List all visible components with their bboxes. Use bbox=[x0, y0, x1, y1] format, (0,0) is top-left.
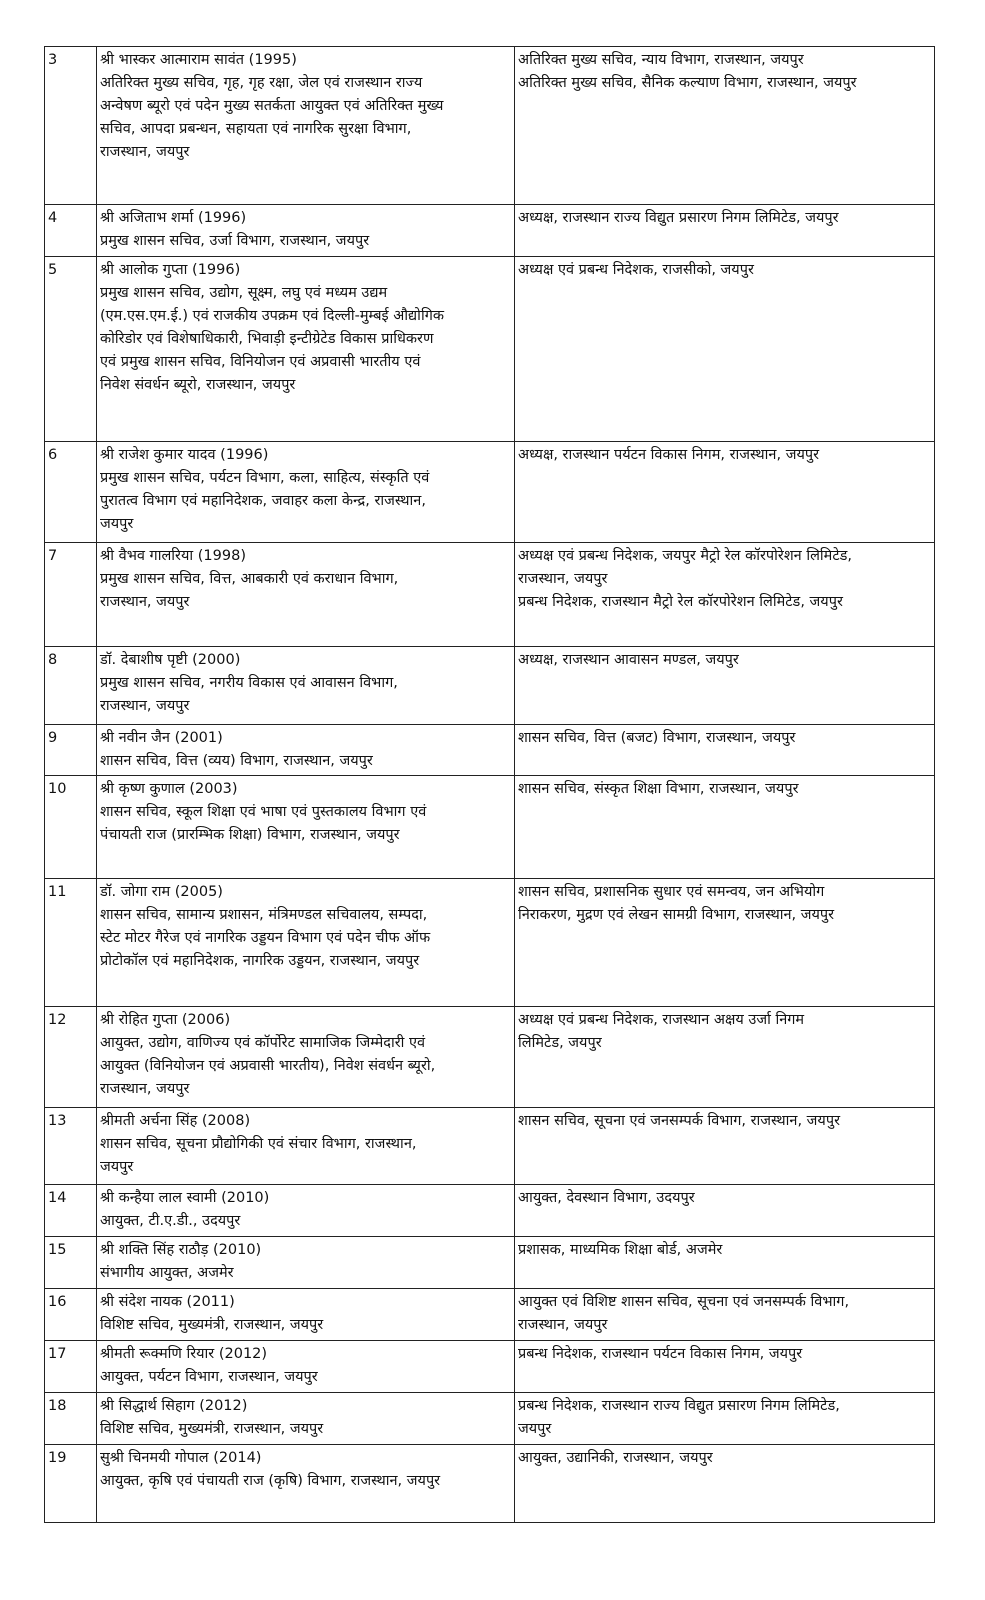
current-posting-line: राजस्थान, जयपुर bbox=[100, 144, 190, 160]
new-posting-line: अतिरिक्त मुख्य सचिव, न्याय विभाग, राजस्थान, जयपुर bbox=[518, 52, 804, 68]
serial-number-cell: 12 bbox=[45, 1007, 97, 1108]
new-posting-line: आयुक्त, उद्यानिकी, राजस्थान, जयपुर bbox=[518, 1450, 713, 1466]
new-posting-line: शासन सचिव, संस्कृत शिक्षा विभाग, राजस्थान, जयपुर bbox=[518, 781, 799, 797]
officer-name: श्री भास्कर आत्माराम सावंत (1995) bbox=[100, 52, 297, 68]
table-row bbox=[45, 257, 935, 442]
officer-name: श्री कृष्ण कुणाल (2003) bbox=[100, 781, 238, 797]
serial-number-cell: 11 bbox=[45, 879, 97, 1007]
current-posting-cell bbox=[97, 1007, 515, 1108]
officer-name: श्री संदेश नायक (2011) bbox=[100, 1294, 235, 1310]
current-posting-line: राजस्थान, जयपुर bbox=[100, 698, 190, 714]
serial-number-cell: 10 bbox=[45, 776, 97, 879]
current-posting-line: आयुक्त (विनियोजन एवं अप्रवासी भारतीय), निवेश संवर्धन ब्यूरो, bbox=[100, 1058, 436, 1074]
table-row bbox=[45, 205, 935, 257]
current-posting-cell bbox=[97, 543, 515, 647]
new-posting-cell bbox=[515, 1185, 935, 1237]
current-posting-cell bbox=[97, 1445, 515, 1523]
current-posting-cell bbox=[97, 1393, 515, 1445]
officer-name: श्रीमती रूक्मणि रियार (2012) bbox=[100, 1346, 268, 1362]
officer-name: श्री रोहित गुप्ता (2006) bbox=[100, 1012, 231, 1028]
serial-number-cell: 16 bbox=[45, 1289, 97, 1341]
serial-number-cell: 3 bbox=[45, 47, 97, 205]
new-posting-line: प्रबन्ध निदेशक, राजस्थान पर्यटन विकास निगम, जयपुर bbox=[518, 1346, 803, 1362]
current-posting-line: विशिष्ट सचिव, मुख्यमंत्री, राजस्थान, जयपुर bbox=[100, 1317, 324, 1333]
table-row bbox=[45, 47, 935, 205]
new-posting-cell bbox=[515, 725, 935, 776]
new-posting-line: शासन सचिव, प्रशासनिक सुधार एवं समन्वय, जन अभियोग bbox=[518, 884, 825, 900]
new-posting-line: लिमिटेड, जयपुर bbox=[518, 1035, 602, 1051]
serial-number-cell: 19 bbox=[45, 1445, 97, 1523]
current-posting-line: आयुक्त, टी.ए.डी., उदयपुर bbox=[100, 1213, 241, 1229]
current-posting-line: शासन सचिव, सामान्य प्रशासन, मंत्रिमण्डल सचिवालय, सम्पदा, bbox=[100, 907, 428, 923]
table-row bbox=[45, 879, 935, 1007]
serial-number-cell: 4 bbox=[45, 205, 97, 257]
current-posting-line: प्रमुख शासन सचिव, नगरीय विकास एवं आवासन विभाग, bbox=[100, 675, 398, 691]
table-row bbox=[45, 776, 935, 879]
officer-name: श्री आलोक गुप्ता (1996) bbox=[100, 262, 241, 278]
table-row bbox=[45, 1007, 935, 1108]
serial-number-cell: 15 bbox=[45, 1237, 97, 1289]
new-posting-line: राजस्थान, जयपुर bbox=[518, 571, 608, 587]
table-row bbox=[45, 1341, 935, 1393]
new-posting-cell bbox=[515, 205, 935, 257]
current-posting-line: शासन सचिव, वित्त (व्यय) विभाग, राजस्थान, जयपुर bbox=[100, 753, 373, 769]
serial-number-cell: 18 bbox=[45, 1393, 97, 1445]
current-posting-line: प्रमुख शासन सचिव, पर्यटन विभाग, कला, साहित्य, संस्कृति एवं bbox=[100, 470, 430, 486]
current-posting-line: शासन सचिव, सूचना प्रौद्योगिकी एवं संचार विभाग, राजस्थान, bbox=[100, 1136, 417, 1152]
new-posting-line: प्रबन्ध निदेशक, राजस्थान राज्य विद्युत प्रसारण निगम लिमिटेड, bbox=[518, 1398, 840, 1414]
current-posting-line: सचिव, आपदा प्रबन्धन, सहायता एवं नागरिक सुरक्षा विभाग, bbox=[100, 121, 412, 137]
current-posting-cell bbox=[97, 1289, 515, 1341]
current-posting-line: स्टेट मोटर गैरेज एवं नागरिक उड्डयन विभाग एवं पदेन चीफ ऑफ bbox=[100, 930, 431, 946]
current-posting-cell bbox=[97, 1237, 515, 1289]
current-posting-line: आयुक्त, पर्यटन विभाग, राजस्थान, जयपुर bbox=[100, 1369, 318, 1385]
current-posting-line: अन्वेषण ब्यूरो एवं पदेन मुख्य सतर्कता आयुक्त एवं अतिरिक्त मुख्य bbox=[100, 98, 444, 114]
current-posting-line: पुरातत्व विभाग एवं महानिदेशक, जवाहर कला केन्द्र, राजस्थान, bbox=[100, 493, 426, 509]
officer-name: श्री राजेश कुमार यादव (1996) bbox=[100, 447, 269, 463]
current-posting-line: प्रमुख शासन सचिव, उर्जा विभाग, राजस्थान, जयपुर bbox=[100, 233, 370, 249]
new-posting-cell bbox=[515, 1237, 935, 1289]
current-posting-cell bbox=[97, 725, 515, 776]
current-posting-cell bbox=[97, 257, 515, 442]
current-posting-line: प्रमुख शासन सचिव, उद्योग, सूक्ष्म, लघु एवं मध्यम उद्यम bbox=[100, 285, 388, 301]
new-posting-line: प्रशासक, माध्यमिक शिक्षा बोर्ड, अजमेर bbox=[518, 1242, 723, 1258]
officer-name: श्री सिद्धार्थ सिहाग (2012) bbox=[100, 1398, 248, 1414]
new-posting-line: अध्यक्ष, राजस्थान राज्य विद्युत प्रसारण निगम लिमिटेड, जयपुर bbox=[518, 210, 839, 226]
current-posting-line: राजस्थान, जयपुर bbox=[100, 1081, 190, 1097]
new-posting-line: अतिरिक्त मुख्य सचिव, सैनिक कल्याण विभाग, राजस्थान, जयपुर bbox=[518, 75, 857, 91]
serial-number-cell: 7 bbox=[45, 543, 97, 647]
serial-number-cell: 6 bbox=[45, 442, 97, 543]
current-posting-line: अतिरिक्त मुख्य सचिव, गृह, गृह रक्षा, जेल एवं राजस्थान राज्य bbox=[100, 75, 423, 91]
new-posting-cell bbox=[515, 1445, 935, 1523]
new-posting-line: आयुक्त, देवस्थान विभाग, उदयपुर bbox=[518, 1190, 695, 1206]
current-posting-cell bbox=[97, 442, 515, 543]
current-posting-cell bbox=[97, 1108, 515, 1185]
officer-name: डॉ. जोगा राम (2005) bbox=[100, 884, 223, 900]
current-posting-line: संभागीय आयुक्त, अजमेर bbox=[100, 1265, 234, 1281]
officer-name: श्री वैभव गालरिया (1998) bbox=[100, 548, 246, 564]
officer-name: श्री अजिताभ शर्मा (1996) bbox=[100, 210, 247, 226]
current-posting-line: जयपुर bbox=[100, 1159, 134, 1175]
serial-number-cell: 9 bbox=[45, 725, 97, 776]
current-posting-line: कोरिडोर एवं विशेषाधिकारी, भिवाड़ी इन्टीग्रेटेड विकास प्राधिकरण bbox=[100, 331, 434, 347]
current-posting-line: पंचायती राज (प्रारम्भिक शिक्षा) विभाग, राजस्थान, जयपुर bbox=[100, 827, 400, 843]
new-posting-cell bbox=[515, 1341, 935, 1393]
officer-name: श्री कन्हैया लाल स्वामी (2010) bbox=[100, 1190, 270, 1206]
table-row bbox=[45, 1237, 935, 1289]
table-row bbox=[45, 1393, 935, 1445]
serial-number-cell: 14 bbox=[45, 1185, 97, 1237]
current-posting-line: एवं प्रमुख शासन सचिव, विनियोजन एवं अप्रवासी भारतीय एवं bbox=[100, 354, 421, 370]
new-posting-cell bbox=[515, 647, 935, 725]
new-posting-cell bbox=[515, 1007, 935, 1108]
new-posting-line: जयपुर bbox=[518, 1421, 552, 1437]
current-posting-line: प्रमुख शासन सचिव, वित्त, आबकारी एवं कराधान विभाग, bbox=[100, 571, 399, 587]
table-row bbox=[45, 543, 935, 647]
officer-name: डॉ. देबाशीष पृष्टी (2000) bbox=[100, 652, 241, 668]
current-posting-cell bbox=[97, 205, 515, 257]
serial-number-cell: 8 bbox=[45, 647, 97, 725]
current-posting-cell bbox=[97, 879, 515, 1007]
new-posting-cell bbox=[515, 257, 935, 442]
new-posting-line: आयुक्त एवं विशिष्ट शासन सचिव, सूचना एवं जनसम्पर्क विभाग, bbox=[518, 1294, 850, 1310]
table-row bbox=[45, 1108, 935, 1185]
current-posting-line: विशिष्ट सचिव, मुख्यमंत्री, राजस्थान, जयपुर bbox=[100, 1421, 324, 1437]
serial-number-cell: 17 bbox=[45, 1341, 97, 1393]
new-posting-cell bbox=[515, 1393, 935, 1445]
table-row bbox=[45, 1185, 935, 1237]
new-posting-line: प्रबन्ध निदेशक, राजस्थान मैट्रो रेल कॉरपोरेशन लिमिटेड, जयपुर bbox=[518, 594, 843, 610]
current-posting-line: प्रोटोकॉल एवं महानिदेशक, नागरिक उड्डयन, राजस्थान, जयपुर bbox=[100, 953, 420, 969]
new-posting-cell bbox=[515, 442, 935, 543]
new-posting-cell bbox=[515, 543, 935, 647]
current-posting-line: निवेश संवर्धन ब्यूरो, राजस्थान, जयपुर bbox=[100, 377, 296, 393]
new-posting-line: अध्यक्ष, राजस्थान आवासन मण्डल, जयपुर bbox=[518, 652, 739, 668]
new-posting-cell bbox=[515, 47, 935, 205]
current-posting-cell bbox=[97, 1341, 515, 1393]
new-posting-cell bbox=[515, 1108, 935, 1185]
new-posting-cell bbox=[515, 776, 935, 879]
new-posting-line: निराकरण, मुद्रण एवं लेखन सामग्री विभाग, राजस्थान, जयपुर bbox=[518, 907, 835, 923]
new-posting-line: शासन सचिव, सूचना एवं जनसम्पर्क विभाग, राजस्थान, जयपुर bbox=[518, 1113, 841, 1129]
officer-name: श्री नवीन जैन (2001) bbox=[100, 730, 223, 746]
serial-number-cell: 13 bbox=[45, 1108, 97, 1185]
officer-name: श्रीमती अर्चना सिंह (2008) bbox=[100, 1113, 251, 1129]
table-row bbox=[45, 725, 935, 776]
current-posting-cell bbox=[97, 1185, 515, 1237]
table-body bbox=[45, 47, 935, 1523]
current-posting-line: आयुक्त, उद्योग, वाणिज्य एवं कॉर्पोरेट सामाजिक जिम्मेदारी एवं bbox=[100, 1035, 426, 1051]
new-posting-line: अध्यक्ष एवं प्रबन्ध निदेशक, राजस्थान अक्षय उर्जा निगम bbox=[518, 1012, 805, 1028]
current-posting-cell bbox=[97, 776, 515, 879]
current-posting-cell bbox=[97, 647, 515, 725]
table-row bbox=[45, 1445, 935, 1523]
new-posting-line: राजस्थान, जयपुर bbox=[518, 1317, 608, 1333]
current-posting-line: (एम.एस.एम.ई.) एवं राजकीय उपक्रम एवं दिल्ली-मुम्बई औद्योगिक bbox=[100, 308, 444, 324]
new-posting-line: अध्यक्ष एवं प्रबन्ध निदेशक, जयपुर मैट्रो रेल कॉरपोरेशन लिमिटेड, bbox=[518, 548, 853, 564]
new-posting-cell bbox=[515, 1289, 935, 1341]
table-row bbox=[45, 1289, 935, 1341]
table-row bbox=[45, 647, 935, 725]
current-posting-cell bbox=[97, 47, 515, 205]
new-posting-line: शासन सचिव, वित्त (बजट) विभाग, राजस्थान, जयपुर bbox=[518, 730, 796, 746]
table-row bbox=[45, 442, 935, 543]
new-posting-line: अध्यक्ष एवं प्रबन्ध निदेशक, राजसीको, जयपुर bbox=[518, 262, 754, 278]
current-posting-line: शासन सचिव, स्कूल शिक्षा एवं भाषा एवं पुस्तकालय विभाग एवं bbox=[100, 804, 427, 820]
current-posting-line: जयपुर bbox=[100, 516, 134, 532]
officer-name: श्री शक्ति सिंह राठौड़ (2010) bbox=[100, 1242, 262, 1258]
new-posting-cell bbox=[515, 879, 935, 1007]
current-posting-line: राजस्थान, जयपुर bbox=[100, 594, 190, 610]
new-posting-line: अध्यक्ष, राजस्थान पर्यटन विकास निगम, राजस्थान, जयपुर bbox=[518, 447, 820, 463]
officer-name: सुश्री चिनमयी गोपाल (2014) bbox=[100, 1450, 262, 1466]
serial-number-cell: 5 bbox=[45, 257, 97, 442]
current-posting-line: आयुक्त, कृषि एवं पंचायती राज (कृषि) विभाग, राजस्थान, जयपुर bbox=[100, 1473, 441, 1489]
transfer-order-table bbox=[44, 46, 935, 1523]
